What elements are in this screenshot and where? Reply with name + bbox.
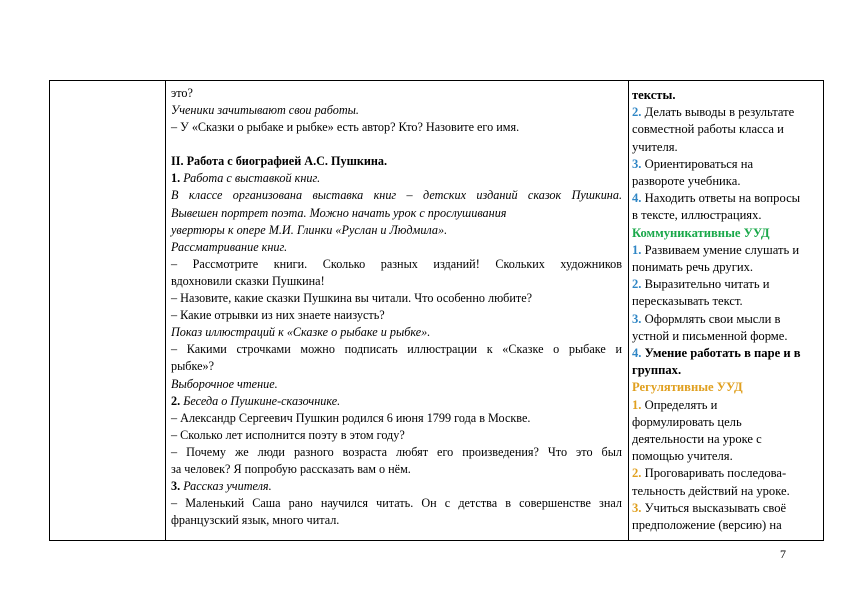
item-number: 3. (171, 479, 181, 494)
text-line: это? (171, 86, 193, 100)
text-line: Развиваем умение слушать и (644, 242, 800, 257)
text-line: Показ иллюстраций к «Сказке о рыбаке и рыбке». (171, 325, 431, 340)
text-line: рыбке»? (171, 359, 215, 374)
item-number: 3. (632, 156, 642, 171)
text-line: – Рассмотрите книги. Сколько разных изданий! Скольких художников (171, 256, 622, 271)
section-heading: II. Работа с биографией А.С. Пушкина. (171, 154, 388, 169)
text-line: Рассматривание книг. (171, 239, 288, 254)
item-number: 1. (632, 242, 642, 257)
text-line: в тексте, иллюстрациях. (632, 208, 762, 223)
uud-column (629, 81, 825, 540)
item-number: 4. (632, 346, 642, 361)
subheading: Рассказ учителя. (183, 479, 272, 494)
item-number: 2. (632, 105, 642, 120)
text-line: Учиться высказывать своё (644, 500, 787, 515)
text-line: предположение (версию) на (632, 518, 782, 533)
text-line: помощью учителя. (632, 449, 733, 464)
text-line: – Какими строчками можно подписать иллюстрации к «Сказке о рыбаке и (171, 342, 622, 357)
text-line: – Назовите, какие сказки Пушкина вы читали. Что особенно любите? (171, 291, 533, 306)
text-line: устной и письменной форме. (632, 328, 788, 343)
text-line: учителя. (632, 139, 678, 154)
text-line: Ориентироваться на (644, 156, 754, 171)
teacher-activity-column (166, 81, 629, 540)
text-line: Ученики зачитывают свои работы. (171, 103, 359, 118)
text-line: Оформлять свои мысли в (644, 311, 781, 326)
text-line: Определять и (644, 397, 718, 412)
text-line: вдохновили сказки Пушкина! (171, 273, 325, 288)
text-line: – Александр Сергеевич Пушкин родился 6 июня 1799 года в Москве. (171, 410, 531, 425)
item-number: 1. (171, 171, 181, 186)
text-line: – У «Сказки о рыбаке и рыбке» есть автор? Кто? Назовите его имя. (171, 120, 520, 135)
text-line: Выразительно читать и (644, 277, 770, 292)
subheading: Работа с выставкой книг. (183, 171, 321, 186)
text-line: Умение работать в паре и в (644, 346, 801, 361)
lesson-table (49, 80, 824, 541)
page-number: 7 (780, 547, 786, 561)
text-line: увертюры к опере М.И. Глинки «Руслан и Людмила». (171, 222, 448, 237)
text-line: – Сколько лет исполнится поэту в этом году? (171, 427, 405, 442)
item-number: 2. (632, 466, 642, 481)
communicative-heading: Коммуникативные УУД (632, 225, 770, 240)
subheading: Беседа о Пушкине-сказочнике. (183, 393, 341, 408)
text-line: В классе организована выставка книг – детских изданий сказок Пушкина. (171, 188, 622, 203)
text-line: совместной работы класса и (632, 122, 784, 137)
text-line: понимать речь других. (632, 260, 754, 275)
text-line: тексты. (632, 88, 676, 102)
text-line: формулировать цель (632, 414, 742, 429)
item-number: 1. (632, 397, 642, 412)
item-number: 4. (632, 191, 642, 206)
text-line: пересказывать текст. (632, 294, 743, 309)
text-line: за человек? Я попробую рассказать вам о нём. (171, 461, 411, 476)
text-line: тельность действий на уроке. (632, 483, 790, 498)
stage-column (50, 81, 166, 540)
text-line: Делать выводы в результате (644, 105, 795, 120)
text-line: французский язык, много читал. (171, 513, 340, 528)
item-number: 2. (171, 393, 181, 408)
text-line: Выборочное чтение. (171, 376, 278, 391)
text-line: Находить ответы на вопросы (644, 191, 801, 206)
text-line: – Какие отрывки из них знаете наизусть? (171, 308, 385, 323)
item-number: 3. (632, 500, 642, 515)
text-line: – Маленький Саша рано научился читать. Он с детства в совершенстве знал (171, 496, 622, 511)
text-line: развороте учебника. (632, 174, 741, 189)
item-number: 2. (632, 277, 642, 292)
regulatory-heading: Регулятивные УУД (632, 380, 743, 395)
text-line: деятельности на уроке с (632, 432, 762, 447)
item-number: 3. (632, 311, 642, 326)
text-line: Проговаривать последова- (644, 466, 787, 481)
text-line: группах. (632, 363, 682, 378)
text-line: Вывешен портрет поэта. Можно начать урок с прослушивания (171, 205, 507, 220)
text-line: – Почему же люди разного возраста любят его произведения? Что это был (171, 444, 622, 459)
